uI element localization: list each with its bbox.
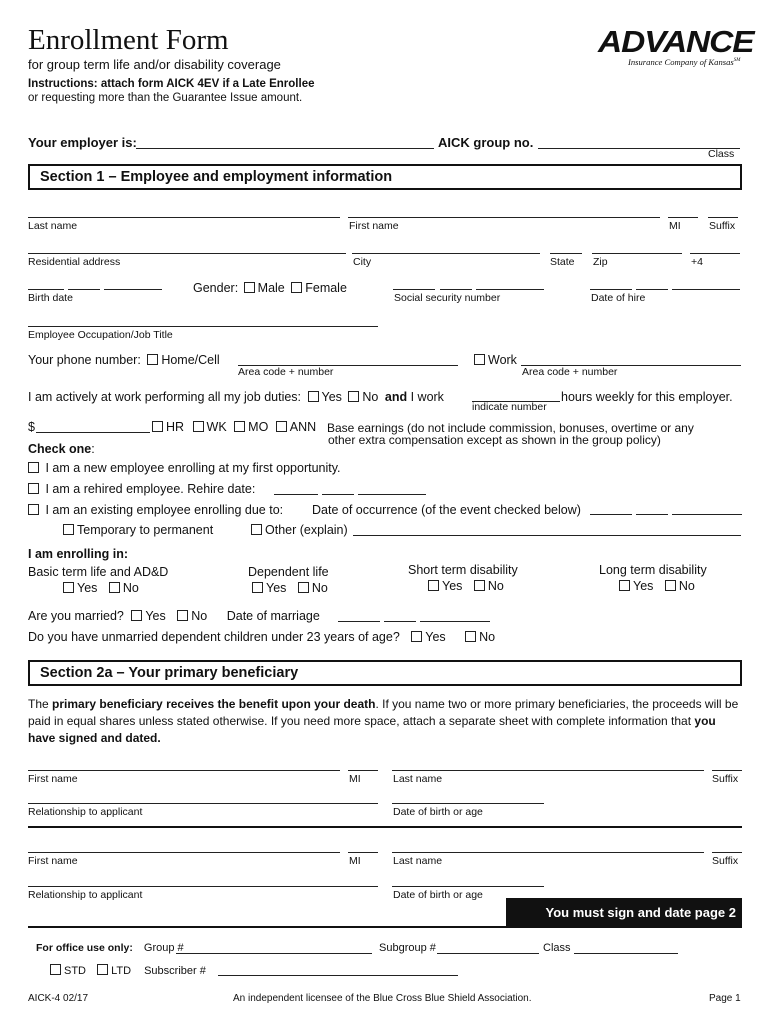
ben2-dob-label: Date of birth or age: [393, 889, 483, 901]
dollar-sign: $: [28, 420, 35, 434]
male-label: Male: [257, 281, 285, 295]
office-class-field[interactable]: [574, 953, 678, 954]
office-coverage-row: [50, 964, 206, 977]
ben2-suffix-field[interactable]: [712, 852, 742, 853]
rehired-option: [28, 482, 255, 496]
std-yes-checkbox[interactable]: [428, 580, 439, 591]
other-checkbox[interactable]: [251, 524, 262, 535]
last-name-field[interactable]: [28, 217, 340, 218]
employer-label: Your employer is:: [28, 135, 137, 150]
birth-day-field[interactable]: [68, 289, 100, 290]
hours-weekly-label: hours weekly for this employer.: [561, 390, 733, 404]
ben1-last-name-field[interactable]: [392, 770, 704, 771]
occurrence-year-field[interactable]: [672, 514, 742, 515]
rehire-year-field[interactable]: [358, 494, 426, 495]
ben2-last-name-field[interactable]: [392, 852, 704, 853]
mi-label: MI: [669, 220, 681, 232]
occurrence-day-field[interactable]: [636, 514, 668, 515]
ltd-no-checkbox[interactable]: [665, 580, 676, 591]
mi-field[interactable]: [668, 217, 698, 218]
female-label: Female: [305, 281, 347, 295]
existing-label: I am an existing employee enrolling due to:: [45, 503, 284, 517]
office-use-label: For office use only:: [36, 942, 133, 954]
other-label: Other (explain): [265, 523, 348, 537]
actively-row: [28, 390, 444, 404]
birth-year-field[interactable]: [104, 289, 162, 290]
new-employee-checkbox[interactable]: [28, 462, 39, 473]
ben2-mi-field[interactable]: [348, 852, 378, 853]
occupation-field[interactable]: [28, 326, 378, 327]
ltd-yes-checkbox[interactable]: [619, 580, 630, 591]
last-name-label: Last name: [28, 220, 78, 232]
form-title: Enrollment Form: [28, 24, 229, 56]
work-area-code-label: Area code + number: [522, 366, 618, 378]
ann-label: ANN: [289, 420, 317, 434]
home-cell-label: Home/Cell: [161, 353, 220, 367]
mo-label: MO: [248, 420, 269, 434]
children-question: Do you have unmarried dependent children under 23 years of age?: [28, 630, 400, 644]
sign-date-text: You must sign and date page 2: [545, 904, 736, 920]
licensee-note: An independent licensee of the Blue Cross Blue Shield Association.: [233, 993, 532, 1004]
office-subscriber-field[interactable]: [218, 975, 458, 976]
ssn-part2-field[interactable]: [440, 289, 472, 290]
married-no-checkbox[interactable]: [177, 610, 188, 621]
section-2a-header: [28, 660, 742, 686]
ben1-dob-field[interactable]: [392, 803, 544, 804]
temp-perm-option: [63, 523, 213, 537]
indicate-number-label: indicate number: [472, 401, 547, 413]
ltd-label: Long term disability: [599, 563, 707, 577]
section-1-header: [28, 164, 742, 190]
temp-perm-checkbox[interactable]: [63, 524, 74, 535]
actively-no-checkbox[interactable]: [348, 391, 359, 402]
state-field[interactable]: [550, 253, 582, 254]
logo-subtext: Insurance Company of Kansas℠: [628, 57, 741, 67]
advance-logo: [598, 24, 754, 68]
ben2-first-name-label: First name: [28, 855, 78, 867]
logo-text: ADVANCE: [598, 24, 754, 59]
ben1-relationship-field[interactable]: [28, 803, 378, 804]
basic-life-options: Yes No: [63, 581, 139, 595]
check-one-label: Check one:: [28, 442, 95, 456]
new-employee-option: [28, 461, 341, 475]
male-checkbox[interactable]: [244, 282, 255, 293]
children-no-checkbox[interactable]: [465, 631, 476, 642]
ben1-first-name-field[interactable]: [28, 770, 340, 771]
ben1-mi-field[interactable]: [348, 770, 378, 771]
phone-row: [28, 353, 220, 367]
rehire-day-field[interactable]: [322, 494, 354, 495]
occupation-label: Employee Occupation/Job Title: [28, 329, 173, 341]
birth-month-field[interactable]: [28, 289, 64, 290]
ben1-relationship-label: Relationship to applicant: [28, 806, 143, 818]
ben2-relationship-field[interactable]: [28, 886, 378, 887]
class-label: Class: [708, 148, 735, 160]
office-std-checkbox[interactable]: [50, 964, 61, 975]
suffix-field[interactable]: [708, 217, 738, 218]
ann-checkbox[interactable]: [276, 421, 287, 432]
ben2-last-name-label: Last name: [393, 855, 443, 867]
ben2-dob-field[interactable]: [392, 886, 544, 887]
ben2-first-name-field[interactable]: [28, 852, 340, 853]
ben1-mi-label: MI: [349, 773, 361, 785]
gender-group: [193, 281, 347, 295]
work-label: Work: [488, 353, 517, 367]
office-subgroup-field[interactable]: [437, 953, 539, 954]
existing-option: [28, 503, 283, 517]
ben1-suffix-label: Suffix: [712, 773, 739, 785]
date-of-hire-label: Date of hire: [591, 292, 646, 304]
ben1-dob-label: Date of birth or age: [393, 806, 483, 818]
beneficiary-divider: [28, 826, 742, 828]
actively-no-label: No: [362, 390, 379, 404]
actively-yes-label: Yes: [321, 390, 342, 404]
hire-year-field[interactable]: [672, 289, 740, 290]
gender-label: Gender:: [193, 281, 239, 295]
female-checkbox[interactable]: [291, 282, 302, 293]
marriage-year-field[interactable]: [420, 621, 490, 622]
office-subgroup-label: Subgroup #: [379, 942, 436, 954]
group-no-label: AICK group no.: [438, 135, 534, 150]
rehire-month-field[interactable]: [274, 494, 318, 495]
rehired-label: I am a rehired employee. Rehire date:: [45, 482, 256, 496]
page-number: Page 1: [709, 993, 741, 1004]
std-label: Short term disability: [408, 563, 518, 577]
basic-life-no-checkbox[interactable]: [109, 582, 120, 593]
plus4-field[interactable]: [690, 253, 740, 254]
office-ltd-label: LTD: [111, 965, 132, 977]
employer-field[interactable]: [136, 148, 434, 149]
mo-checkbox[interactable]: [234, 421, 245, 432]
ssn-part1-field[interactable]: [393, 289, 435, 290]
hire-month-field[interactable]: [590, 289, 632, 290]
section-2a-title: Section 2a – Your primary beneficiary: [40, 665, 299, 681]
hire-day-field[interactable]: [636, 289, 668, 290]
actively-yes-checkbox[interactable]: [308, 391, 319, 402]
city-field[interactable]: [352, 253, 540, 254]
instructions-bold: Instructions: attach form AICK 4EV if a Late Enrollee: [28, 78, 315, 90]
other-option: [251, 523, 348, 537]
dependent-life-no-checkbox[interactable]: [298, 582, 309, 593]
zip-field[interactable]: [592, 253, 682, 254]
ssn-part3-field[interactable]: [476, 289, 544, 290]
ben1-first-name-label: First name: [28, 773, 78, 785]
first-name-field[interactable]: [348, 217, 660, 218]
temp-perm-label: Temporary to permanent: [77, 523, 214, 537]
dependent-life-options: Yes No: [252, 581, 328, 595]
birth-date-label: Birth date: [28, 292, 73, 304]
actively-label: I am actively at work performing all my job duties:: [28, 390, 302, 404]
form-subtitle: for group term life and/or disability coverage: [28, 57, 281, 72]
occurrence-month-field[interactable]: [590, 514, 632, 515]
work-checkbox[interactable]: [474, 354, 485, 365]
marriage-day-field[interactable]: [384, 621, 416, 622]
wk-label: WK: [206, 420, 227, 434]
std-options: Yes No: [428, 579, 504, 593]
new-employee-label: I am a new employee enrolling at my first opportunity.: [45, 461, 341, 475]
earnings-field[interactable]: [36, 432, 150, 433]
office-group-label: Group #: [143, 942, 184, 954]
work-phone-group: [474, 353, 517, 367]
ben2-relationship-label: Relationship to applicant: [28, 889, 143, 901]
state-label: State: [550, 256, 575, 268]
marriage-month-field[interactable]: [338, 621, 380, 622]
form-id: AICK-4 02/17: [28, 993, 89, 1004]
other-explain-field[interactable]: [353, 535, 741, 536]
wk-checkbox[interactable]: [193, 421, 204, 432]
ben1-suffix-field[interactable]: [712, 770, 742, 771]
existing-checkbox[interactable]: [28, 504, 39, 515]
hr-checkbox[interactable]: [152, 421, 163, 432]
office-subscriber-label: Subscriber #: [144, 965, 206, 977]
base-earnings-note-2: other extra compensation except as shown in the group policy): [328, 433, 661, 447]
first-name-label: First name: [349, 220, 399, 232]
address-field[interactable]: [28, 253, 346, 254]
suffix-label: Suffix: [709, 220, 736, 232]
instructions-rest: or requesting more than the Guarantee Issue amount.: [28, 92, 303, 104]
pay-period-group: [152, 420, 316, 434]
home-cell-checkbox[interactable]: [147, 354, 158, 365]
section-1-title: Section 1 – Employee and employment information: [40, 169, 393, 185]
std-no-checkbox[interactable]: [474, 580, 485, 591]
phone-label: Your phone number:: [28, 353, 141, 367]
home-area-code-label: Area code + number: [238, 366, 334, 378]
office-std-label: STD: [64, 965, 86, 977]
office-group-field[interactable]: [176, 953, 372, 954]
ben1-last-name-label: Last name: [393, 773, 443, 785]
i-work-label: I work: [410, 390, 444, 404]
address-label: Residential address: [28, 256, 121, 268]
base-earnings-note-1: Base earnings (do not include commission, bonuses, overtime or any: [327, 421, 694, 435]
ben2-suffix-label: Suffix: [712, 855, 739, 867]
date-occurrence-label: Date of occurrence (of the event checked below): [312, 503, 581, 517]
basic-life-label: Basic term life and AD&D: [28, 565, 169, 579]
office-top-rule: [28, 926, 742, 928]
office-class-label: Class: [543, 942, 571, 954]
basic-life-yes-checkbox[interactable]: [63, 582, 74, 593]
ben2-mi-label: MI: [349, 855, 361, 867]
zip-label: Zip: [593, 256, 608, 268]
date-marriage-label: Date of marriage: [226, 609, 320, 623]
enrolling-in-label: I am enrolling in:: [28, 547, 129, 561]
rehired-checkbox[interactable]: [28, 483, 39, 494]
married-question: Are you married?: [28, 609, 124, 623]
children-yes-checkbox[interactable]: [411, 631, 422, 642]
married-row: Are you married? Yes No Date of marriage: [28, 609, 320, 623]
dependent-life-yes-checkbox[interactable]: [252, 582, 263, 593]
ssn-label: Social security number: [394, 292, 501, 304]
hr-label: HR: [166, 420, 185, 434]
city-label: City: [353, 256, 372, 268]
dependent-life-label: Dependent life: [248, 565, 329, 579]
and-label: and: [384, 390, 408, 404]
office-ltd-checkbox[interactable]: [97, 964, 108, 975]
married-yes-checkbox[interactable]: [131, 610, 142, 621]
beneficiary-paragraph: The primary beneficiary receives the benefit upon your death. If you name two or more primary beneficiaries, the proceeds will be paid in equal shares unless stated otherwise. If you need more space, attach a separate sheet with complete information that you have signed and dated.: [28, 697, 739, 745]
plus4-label: +4: [691, 256, 703, 268]
ltd-options: Yes No: [619, 579, 695, 593]
children-row: Do you have unmarried dependent children under 23 years of age? Yes No: [28, 630, 496, 644]
sign-date-banner: [506, 898, 742, 926]
office-use-row: [36, 942, 184, 954]
